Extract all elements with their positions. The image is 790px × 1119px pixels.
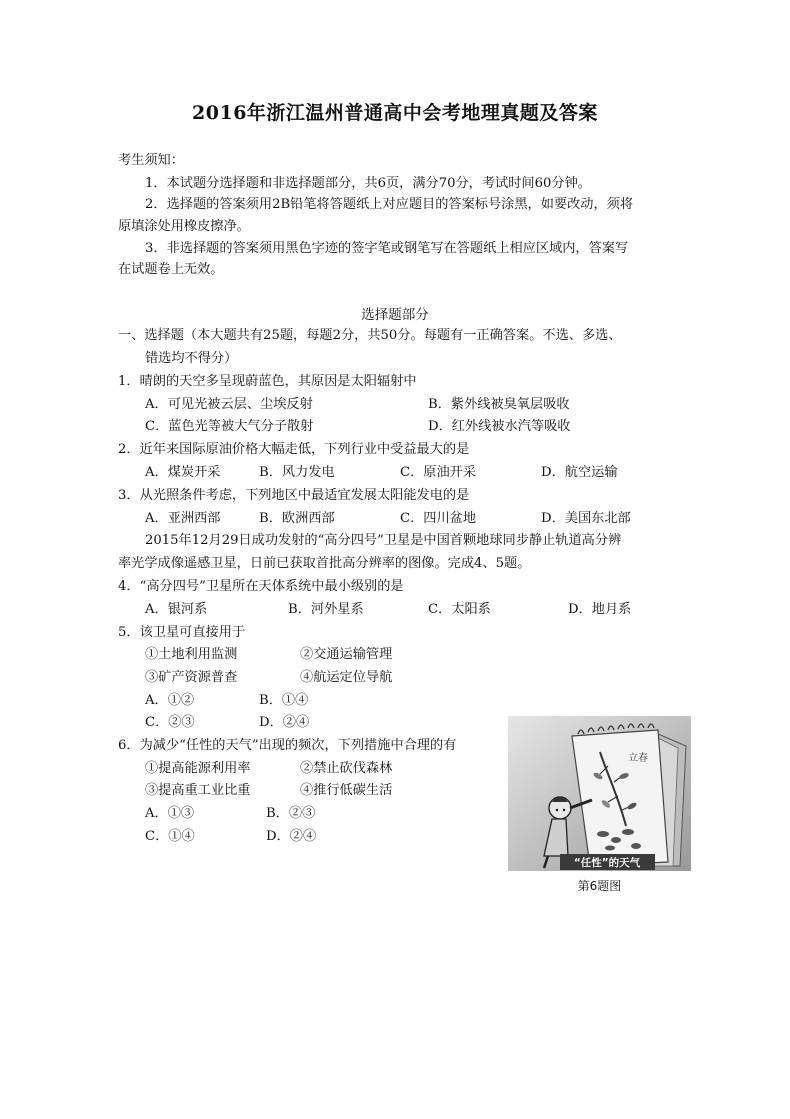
q3-option-d: D．美国东北部 <box>541 511 631 526</box>
calendar-cartoon-illustration <box>508 716 691 871</box>
q4-stem: 4．“高分四号”卫星所在天体系统中最小级别的是 <box>118 579 404 594</box>
notice-item-1: 1．本试题分选择题和非选择题部分，共6页，满分70分，考试时间60分钟。 <box>145 176 591 191</box>
q6-option-b: B．②③ <box>266 806 316 821</box>
q2-option-b: B．风力发电 <box>259 465 335 480</box>
q2-stem: 2．近年来国际原油价格大幅走低，下列行业中受益最大的是 <box>118 442 470 457</box>
notice-item-3: 3．非选择题的答案须用黑色字迹的签字笔或钢笔写在答题纸上相应区域内，答案写 <box>145 241 629 256</box>
illustration-banner-text: “任性”的天气 <box>573 857 641 869</box>
notice-heading: 考生须知： <box>118 153 184 168</box>
q5-option-a: A．①② <box>145 693 195 708</box>
q4-option-c: C．太阳系 <box>428 602 491 617</box>
q6-option-a: A．①③ <box>145 806 195 821</box>
calendar-label: 立春 <box>628 753 648 764</box>
notice-item-2-cont: 原填涂处用橡皮擦净。 <box>118 219 250 234</box>
q5-option-c: C．②③ <box>145 715 195 730</box>
q3-option-b: B．欧洲西部 <box>259 511 335 526</box>
figure-caption: 第6题图 <box>577 879 622 893</box>
q3-option-a: A．亚洲西部 <box>145 511 221 526</box>
section-title: 选择题部分 <box>361 307 429 323</box>
q5-item-4: ④航运定位导航 <box>300 670 393 685</box>
q6-item-2: ②禁止砍伐森林 <box>300 761 393 776</box>
q6-illustration <box>508 716 691 871</box>
q3-stem: 3．从光照条件考虑，下列地区中最适宜发展太阳能发电的是 <box>118 488 470 503</box>
q5-option-b: B．①④ <box>259 693 309 708</box>
page-title: 2016年浙江温州普通高中会考地理真题及答案 <box>192 102 598 124</box>
part1-instructions-cont: 错选均不得分） <box>145 351 238 366</box>
q5-item-1: ①土地利用监测 <box>145 647 238 662</box>
q6-option-d: D．②④ <box>266 829 317 844</box>
q6-option-c: C．①④ <box>145 829 195 844</box>
q6-item-1: ①提高能源利用率 <box>145 761 251 776</box>
q5-stem: 5．该卫星可直接用于 <box>118 625 246 640</box>
q6-item-4: ④推行低碳生活 <box>300 783 393 798</box>
q1-option-b: B．紫外线被臭氧层吸收 <box>428 397 570 412</box>
passage-line-2: 率光学成像遥感卫星，日前已获取首批高分辨率的图像。完成4、5题。 <box>118 556 531 571</box>
q2-option-a: A．煤炭开采 <box>145 465 221 480</box>
notice-item-2: 2．选择题的答案须用2B铅笔将答题纸上对应题目的答案标号涂黑，如要改动，须将 <box>145 197 634 212</box>
passage-line-1: 2015年12月29日成功发射的“高分四号”卫星是中国首颗地球同步静止轨道高分辨 <box>145 533 622 548</box>
q3-option-c: C．四川盆地 <box>400 511 477 526</box>
q6-item-3: ③提高重工业比重 <box>145 783 251 798</box>
notice-item-3-cont: 在试题卷上无效。 <box>118 262 224 277</box>
part1-instructions: 一、选择题（本大题共有25题，每题2分，共50分。每题有一正确答案。不选、多选、 <box>118 328 622 343</box>
q5-option-d: D．②④ <box>259 715 310 730</box>
q1-option-d: D．红外线被水汽等吸收 <box>428 419 571 434</box>
q2-option-c: C．原油开采 <box>400 465 477 480</box>
q1-option-c: C．蓝色光等被大气分子散射 <box>145 419 314 434</box>
q1-option-a: A．可见光被云层、尘埃反射 <box>145 397 313 412</box>
q5-item-2: ②交通运输管理 <box>300 647 393 662</box>
q4-option-a: A．银河系 <box>145 602 208 617</box>
q6-stem: 6．为减少“任性的天气”出现的频次，下列措施中合理的有 <box>118 738 457 753</box>
q5-item-3: ③矿产资源普查 <box>145 670 238 685</box>
q2-option-d: D．航空运输 <box>541 465 618 480</box>
q4-option-d: D．地月系 <box>568 602 632 617</box>
q4-option-b: B．河外星系 <box>288 602 364 617</box>
q1-stem: 1．晴朗的天空多呈现蔚蓝色，其原因是太阳辐射中 <box>118 374 417 389</box>
